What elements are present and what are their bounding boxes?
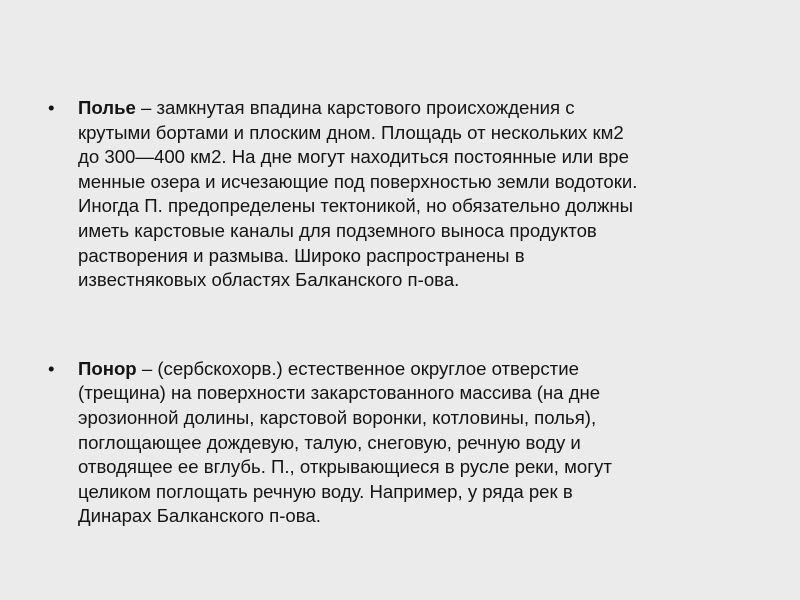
text-line: до 300—400 км2. На дне могут находиться постоянные или вре	[78, 146, 629, 168]
term-ponor: Понор	[78, 357, 137, 379]
text-line: отводящее ее вглубь. П., открывающиеся в русле реки, могут	[78, 456, 612, 478]
text-line: иметь карстовые каналы для подземного выноса продуктов	[78, 219, 597, 241]
text-line: менные озера и исчезающие под поверхностью земли водотоки.	[78, 170, 638, 192]
bullet-item-polye	[46, 96, 746, 293]
text-line: Иногда П. предопределены тектоникой, но обязательно должны	[78, 195, 634, 217]
text-line: растворения и размыва. Широко распространены в	[78, 244, 525, 266]
text-line: целиком поглощать речную воду. Например, у ряда рек в	[78, 480, 573, 502]
text-line: известняковых областях Балканского п-ова.	[78, 269, 460, 291]
bullet-marker: •	[48, 97, 55, 118]
bullet-list	[46, 96, 746, 529]
text-line: эрозионной долины, карстовой воронки, котловины, полья),	[78, 406, 597, 428]
text-line	[78, 357, 746, 382]
text-line: крутыми бортами и плоским дном. Площадь от нескольких км2	[78, 121, 624, 143]
text-line: поглощающее дождевую, талую, снеговую, речную воду и	[78, 431, 581, 453]
bullet-marker: •	[48, 357, 55, 379]
definition-start: – замкнутая впадина карстового происхождения с	[135, 97, 575, 118]
text-line	[78, 96, 746, 121]
bullet-item-ponor	[46, 357, 746, 529]
definition-start: – (сербскохорв.) естественное округлое отверстие	[136, 357, 579, 379]
term-polye: Полье	[78, 97, 136, 118]
text-line: (трещина) на поверхности закарстованного массива (на дне	[78, 382, 601, 404]
text-line: Динарах Балканского п-ова.	[78, 505, 321, 527]
